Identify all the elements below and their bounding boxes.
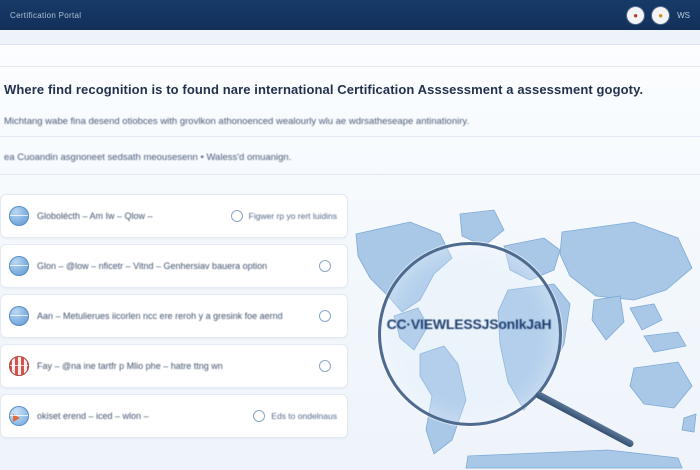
globe-icon [9,256,29,276]
radio-button[interactable] [319,310,331,322]
list-item-trailing[interactable] [231,210,337,222]
list-item-trailing[interactable] [319,360,337,372]
app-title: Certification Portal [10,10,82,20]
divider-top [0,66,700,67]
globe-icon [9,306,29,326]
list-item[interactable] [0,294,348,338]
list-item-trailing[interactable] [319,260,337,272]
list-item[interactable] [0,344,348,388]
sub-header-strip [0,30,700,45]
globe-icon [9,206,29,226]
world-map-illustration [348,204,700,470]
radio-button[interactable] [319,260,331,272]
divider-middle [0,136,700,137]
magnifier-label: CC·VIEWLESSJSonIkJaH [386,316,552,332]
page-title: Where find recognition is to found nare international Certification Asssessment a assessment gogoty. [4,82,644,97]
list-item-label: Aan – Metulierues iicorlen ncc ere reroh y a gresink foe aernd [37,311,283,321]
user-label[interactable]: WS [677,10,690,20]
description-line-2: ea Cuoandin asgnoneet sedsath meousesenn • Waless'd omuanign. [4,152,292,163]
list-item[interactable] [0,244,348,288]
titlebar-actions [627,7,690,24]
option-list [0,194,348,444]
radio-button[interactable] [253,410,265,422]
arrow-globe-icon [9,406,29,426]
divider-lower [0,174,700,175]
list-item-label: Fay – @na ine tartfr p Mlio phe – hatre ttng wn [37,361,223,371]
radio-button[interactable] [231,210,243,222]
list-item-label: okiset erend – iced – wlon – [37,411,149,421]
flag-icon [9,356,29,376]
window-titlebar [0,0,700,30]
list-item-sublabel: Figwer rp yo rert luidins [248,211,337,221]
list-item-trailing[interactable] [319,310,337,322]
list-item[interactable] [0,394,348,438]
magnifier-lens [378,242,562,426]
main-content [0,44,700,470]
list-item-label: Globolécth – Am Iw – Qlow – [37,211,153,221]
radio-button[interactable] [319,360,331,372]
list-item-label: Glon – @low – nficetr – Vitnd – Genhersiav bauera option [37,261,268,271]
list-item-trailing[interactable] [253,410,337,422]
list-item-sublabel: Eds to ondelnaus [271,411,337,421]
description-line-1: Michtang wabe fina desend otiobces with grovlkon athonoenced wealourly wlu ae wdrsatheseape antinationiry. [4,116,470,127]
notification-badge[interactable]: ● [652,7,669,24]
alert-badge[interactable]: ● [627,7,644,24]
list-item[interactable] [0,194,348,238]
